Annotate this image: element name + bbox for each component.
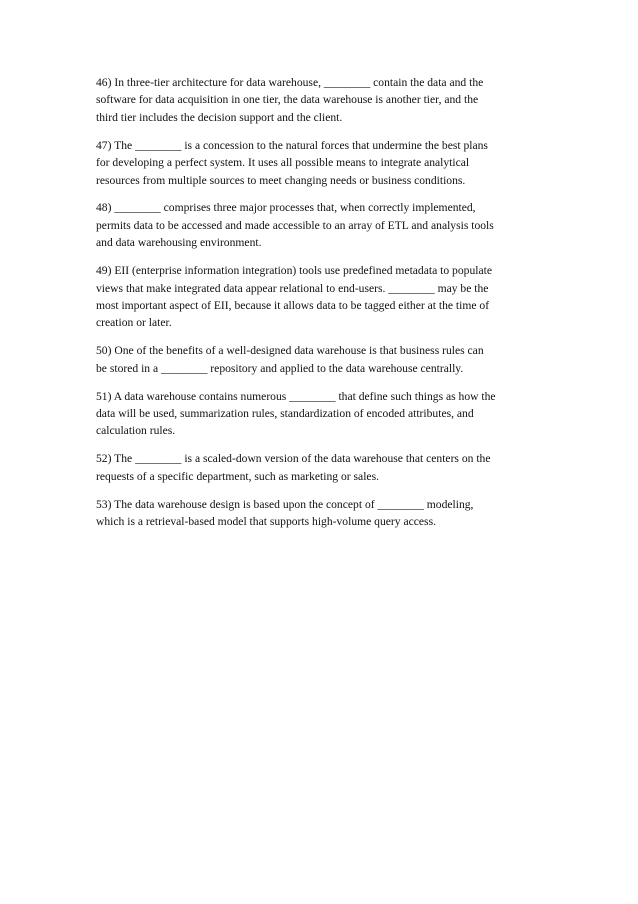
question-line: software for data acquisition in one tier, the data warehouse is another tier, and the [96,93,479,107]
question-line: calculation rules. [96,424,176,438]
question-line: 47) The ________ is a concession to the natural forces that undermine the best plans [96,138,488,152]
question-line: most important aspect of EII, because it allows data to be tagged either at the time of [96,298,490,312]
question-52 [96,450,548,485]
question-line: 51) A data warehouse contains numerous ________ that define such things as how the [96,389,496,403]
question-line: creation or later. [96,316,172,330]
question-line: permits data to be accessed and made accessible to an array of ETL and analysis tools [96,218,494,232]
question-line: be stored in a ________ repository and applied to the data warehouse centrally. [96,361,464,375]
question-line: which is a retrieval-based model that supports high-volume query access. [96,515,436,529]
question-line: requests of a specific department, such as marketing or sales. [96,469,379,483]
question-48 [96,199,548,251]
question-line: 46) In three-tier architecture for data warehouse, ________ contain the data and the [96,76,484,89]
question-51 [96,388,548,440]
question-line: 52) The ________ is a scaled-down version of the data warehouse that centers on the [96,452,491,466]
question-line: 48) ________ comprises three major processes that, when correctly implemented, [96,201,476,215]
question-line: for developing a perfect system. It uses all possible means to integrate analytical [96,156,470,170]
question-50 [96,342,548,377]
question-53 [96,496,548,531]
question-list [96,74,548,541]
question-line: resources from multiple sources to meet changing needs or business conditions. [96,173,466,187]
question-49 [96,262,548,332]
question-line: 50) One of the benefits of a well-designed data warehouse is that business rules can [96,344,484,358]
question-line: and data warehousing environment. [96,236,262,250]
question-line: third tier includes the decision support and the client. [96,110,343,124]
question-line: data will be used, summarization rules, standardization of encoded attributes, and [96,407,474,420]
question-line: 49) EII (enterprise information integration) tools use predefined metadata to populate [96,264,492,278]
question-line: 53) The data warehouse design is based upon the concept of ________ modeling, [96,497,474,511]
question-line: views that make integrated data appear relational to end-users. ________ may be the [96,281,489,295]
question-46 [96,74,548,126]
question-47 [96,137,548,189]
